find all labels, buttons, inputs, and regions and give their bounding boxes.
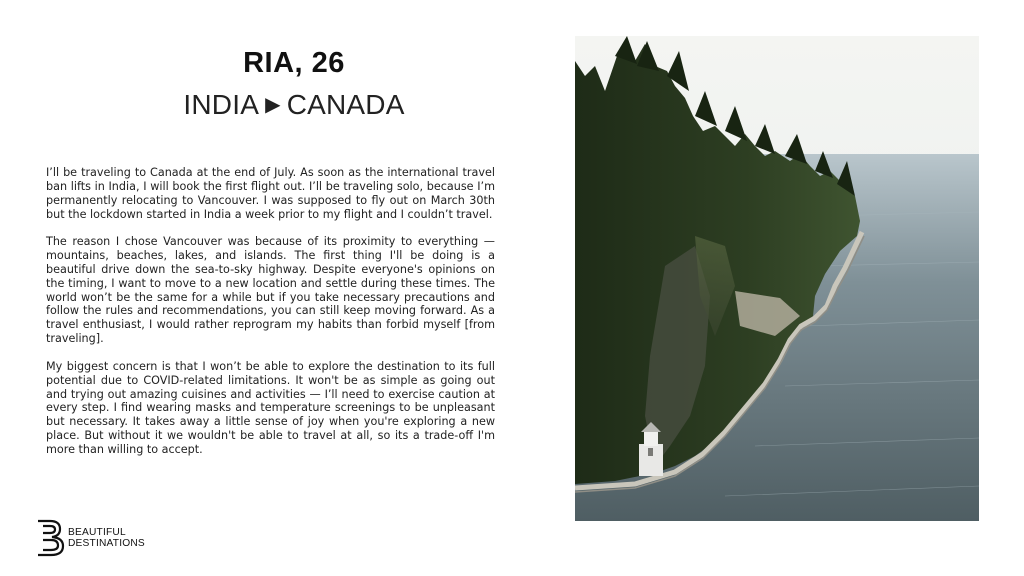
origin-country: INDIA bbox=[183, 89, 260, 120]
destination-country: CANADA bbox=[286, 89, 405, 120]
play-arrow-icon: ▶ bbox=[265, 94, 281, 116]
story-paragraph-2: The reason I chose Vancouver was because of its proximity to everything — mountains, beaches, lakes, and islands. The first thing I'll be doing is a beautiful drive down the sea-to-sky highway. Despite everyone's opinions on the timing, I want to move to a new location and settle during these times. The world won’t be the same for a while but if you take necessary precautions and follow the rules and recommendations, you can still keep moving forward. As a travel enthusiast, I would rather reprogram my habits than forbid myself [from traveling]. bbox=[46, 235, 495, 346]
story-paragraph-3: My biggest concern is that I won’t be able to explore the destination to its full potential due to COVID-related limitations. It won't be as simple as going out and trying out amazing cuisines and activities — I’ll need to exercise caution at every step. I find wearing masks and temperature screenings to be unpleasant but necessary. It takes away a little sense of joy when you're exploring a new place. But without it we wouldn't be able to travel at all, so its a trade-off I'm more than willing to accept. bbox=[46, 359, 495, 456]
story-paragraph-1: I’ll be traveling to Canada at the end of July. As soon as the international travel ban lifts in India, I will book the first flight out. I’ll be traveling solo, because I’m permanently relocating to Vancouver. I was supposed to fly out on March 30th but the lockdown started in India a week prior to my flight and I couldn’t travel. bbox=[46, 166, 495, 221]
beautiful-destinations-logo bbox=[36, 519, 156, 557]
brand-line-1: BEAUTIFUL bbox=[68, 527, 126, 538]
brand-line-2: DESTINATIONS bbox=[68, 538, 145, 549]
vancouver-seawall-photo bbox=[575, 36, 979, 521]
person-name-age: RIA, 26 bbox=[243, 47, 345, 79]
route-heading bbox=[0, 89, 588, 121]
story-text bbox=[46, 166, 495, 471]
brand-b-icon bbox=[36, 519, 66, 557]
